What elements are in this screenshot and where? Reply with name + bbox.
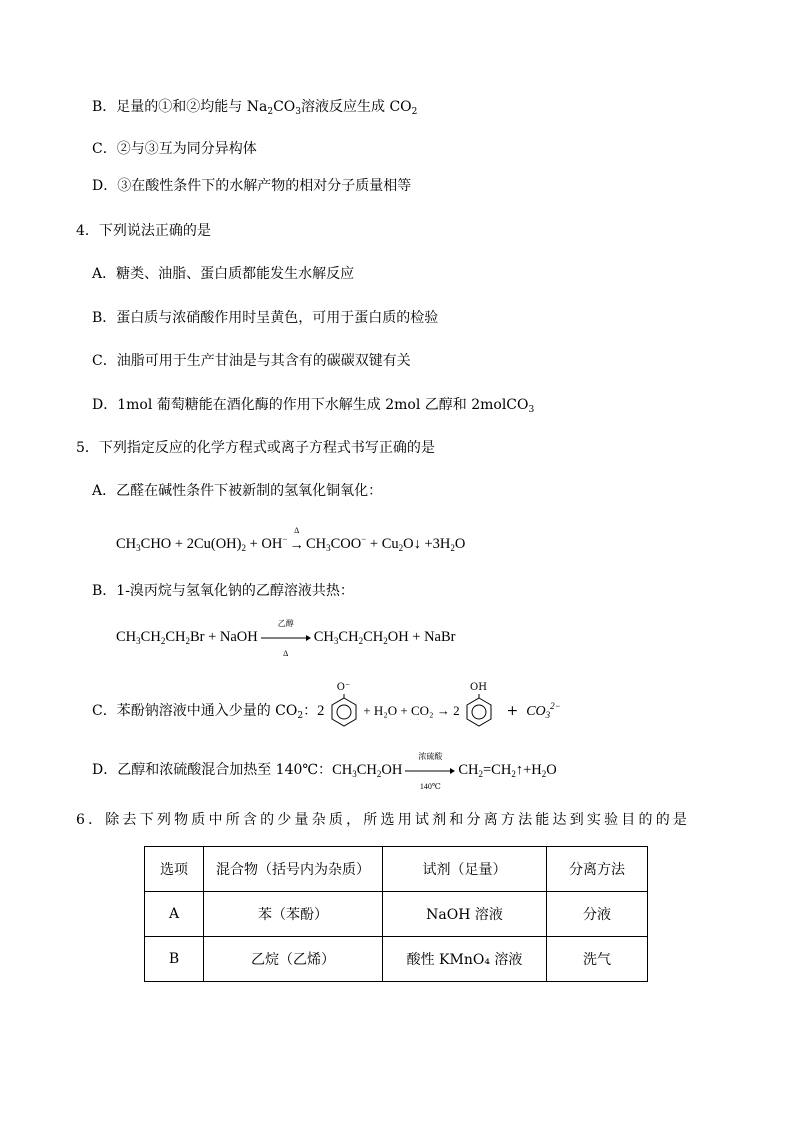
q3-option-b: B．足量的①和②均能与 $Na_2CO_3$溶液反应生成 $CO_2$: [92, 99, 418, 117]
table-cell: 洗气: [547, 937, 648, 982]
table-header-row: [145, 847, 648, 892]
q3-option-d: D．③在酸性条件下的水解产物的相对分子质量相等: [92, 178, 412, 194]
q4-option-b: B．蛋白质与浓硝酸作用时呈黄色，可用于蛋白质的检验: [92, 310, 439, 326]
table-header-cell: 混合物（括号内为杂质）: [204, 847, 383, 892]
separation-table: [144, 846, 648, 982]
table-row: [145, 937, 648, 982]
table-cell: B: [145, 937, 204, 982]
table-cell: 乙烷（乙烯）: [204, 937, 383, 982]
q5-stem: 5．下列指定反应的化学方程式或离子方程式书写正确的是: [76, 440, 435, 456]
q5-option-d: D．乙醇和浓硫酸混合加热至 140℃：$CH_3CH_2OH$ 浓硫酸 140℃ $CH_2=CH_2↑+H_2O$: [92, 751, 557, 791]
table-cell: 分液: [547, 892, 648, 937]
q4-option-c: C．油脂可用于生产甘油是与其含有的碳碳双键有关: [92, 353, 411, 369]
reaction-arrow-icon: 乙醇 Δ: [260, 628, 312, 648]
q5-option-c: C．苯酚钠溶液中通入少量的 $CO_2$：2 O⁻ + H₂O + CO₂ → 2 OH + $CO_3^{2-}$: [92, 694, 561, 730]
table-header-cell: 选项: [145, 847, 204, 892]
q3-option-c: C．②与③互为同分异构体: [92, 141, 257, 157]
reaction-arrow-icon: 浓硫酸 140℃: [404, 761, 456, 781]
q6-stem: 6．除去下列物质中所含的少量杂质，所选用试剂和分离方法能达到实验目的的是: [76, 812, 691, 828]
table-row: [145, 892, 648, 937]
heat-arrow-icon: Δ →: [289, 525, 304, 553]
q5-equation-b: $CH_3CH_2CH_2Br$ + NaOH 乙醇 Δ $CH_3CH_2CH_2OH$ + NaBr: [116, 618, 456, 658]
phenol-ring-icon: OH: [464, 694, 494, 728]
q5-option-a: A．乙醛在碱性条件下被新制的氢氧化铜氧化：: [92, 483, 383, 499]
table-cell: NaOH 溶液: [383, 892, 547, 937]
phenoxide-ring-icon: O⁻: [329, 694, 359, 728]
q4-option-d: D．1mol 葡萄糖能在酒化酶的作用下水解生成 2mol 乙醇和 2molCO$_3$: [92, 397, 535, 415]
table-cell: 苯（苯酚）: [204, 892, 383, 937]
table-header-cell: 试剂（足量）: [383, 847, 547, 892]
table-cell: A: [145, 892, 204, 937]
q4-option-a: A．糖类、油脂、蛋白质都能发生水解反应: [92, 266, 355, 282]
q5-option-b: B．1-溴丙烷与氢氧化钠的乙醇溶液共热：: [92, 583, 354, 599]
table-header-cell: 分离方法: [547, 847, 648, 892]
q5-equation-a: $CH_3CHO + 2Cu(OH)_2 + OH^-$ Δ → $CH_3COO^-$ + $Cu_2O↓ +3H_2O$: [116, 525, 466, 553]
q4-stem: 4．下列说法正确的是: [76, 223, 211, 239]
table-cell: 酸性 KMnO₄ 溶液: [383, 937, 547, 982]
